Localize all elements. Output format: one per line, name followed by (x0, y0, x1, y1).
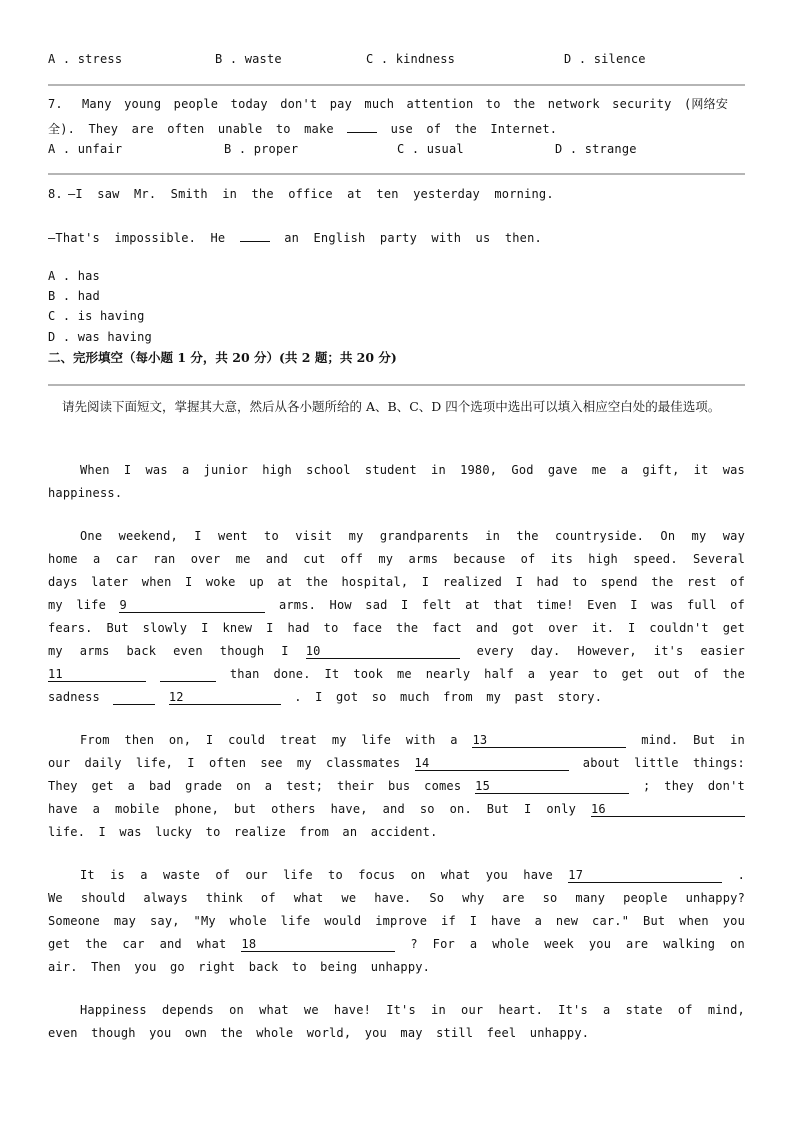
q8-line1: —I saw Mr. Smith in the office at ten yesterday morning. (68, 187, 554, 201)
q8-blank (240, 229, 270, 242)
divider (48, 173, 745, 175)
q6-option-c: C . kindness (366, 52, 456, 66)
q7-blank (347, 120, 377, 133)
blank-11-cont (160, 667, 216, 682)
blank-12: 12 (169, 690, 281, 705)
passage-text: When I was a junior high school student in 1980, God gave me a gift, it was happiness. (48, 463, 745, 500)
passage-paragraph-2: One weekend, I went to visit my grandparents in the countryside. On my way home a car ran over me and cut off my arms because of its high speed. Several days later when I woke up at the hospital, I realized I had to spend the rest of my life 9 arms. How sad I felt at that time! Even I was full of fears. But slowly I knew I had to face the fact and got over it. I couldn't get my arms back even though I 10 every day. However, it's easier 11 than done. It took me nearly half a year to get out of the sadness 12 . I got so much from my past story. (48, 529, 745, 704)
passage-paragraph-4: It is a waste of our life to focus on what you have 17 . We should always think of what we have. So why are so many people unhappy? Someone may say, "My whole life would improve if I have a new car." But when you get the car and what 18 ? For a whole week you are walking on air. Then you go right back to being unhappy. (48, 868, 745, 974)
q8-line2-after: an English party with us then. (284, 231, 542, 245)
passage-paragraph-3: From then on, I could treat my life with a 13 mind. But in our daily life, I often see my classmates 14 about little things: They get a bad grade on a test; their bus comes 15 ; they don't have a mobile phone, but others have, and so on. But I only 16 life. I was lucky to realize from an accident. (48, 733, 745, 839)
q6-option-a: A . stress (48, 52, 123, 66)
passage-paragraph-1 (48, 459, 745, 505)
divider (48, 384, 745, 386)
q6-option-b: B . waste (215, 52, 282, 66)
q8-option-d: D . was having (48, 330, 152, 344)
q8-line2 (48, 229, 542, 245)
instructions: 请先阅读下面短文，掌握其大意，然后从各小题所给的 A、B、C、D 四个选项中选出可以填入相应空白处的最佳选项。 (62, 399, 721, 414)
q6-option-d: D . silence (564, 52, 646, 66)
q8-option-a: A . has (48, 269, 100, 283)
q7-option-b: B . proper (224, 142, 299, 156)
blank-14: 14 (415, 756, 569, 771)
blank-12-lead (113, 690, 155, 705)
q7-stem-before: 全). They are often unable to make (48, 122, 334, 136)
blank-10: 10 (306, 644, 460, 659)
blank-9: 9 (119, 598, 265, 613)
blank-16: 16 (591, 802, 745, 817)
q7-stem-line1: Many young people today don't pay much attention to the network security (网络安 (82, 97, 729, 111)
divider (48, 84, 745, 86)
section-heading: 二、完形填空（每小题 1 分，共 20 分）(共 2 题；共 20 分) (48, 350, 397, 365)
blank-11: 11 (48, 667, 146, 682)
blank-18: 18 (241, 937, 395, 952)
passage-text: Happiness depends on what we have! It's in our heart. It's a state of mind, even though you own the whole world, you may still feel unhappy. (48, 1003, 745, 1040)
q8-line2-before: —That's impossible. He (48, 231, 226, 245)
blank-13: 13 (472, 733, 626, 748)
passage-paragraph-5 (48, 999, 745, 1045)
blank-17: 17 (568, 868, 722, 883)
q7-stem-line2 (48, 120, 557, 136)
q8-number: 8. (48, 187, 63, 201)
q8-option-c: C . is having (48, 309, 145, 323)
blank-15: 15 (475, 779, 629, 794)
q7-option-c: C . usual (397, 142, 464, 156)
q8-option-b: B . had (48, 289, 100, 303)
q7-number: 7. (48, 97, 63, 111)
q7-stem-after: use of the Internet. (390, 122, 558, 136)
q7-option-d: D . strange (555, 142, 637, 156)
q7-option-a: A . unfair (48, 142, 123, 156)
